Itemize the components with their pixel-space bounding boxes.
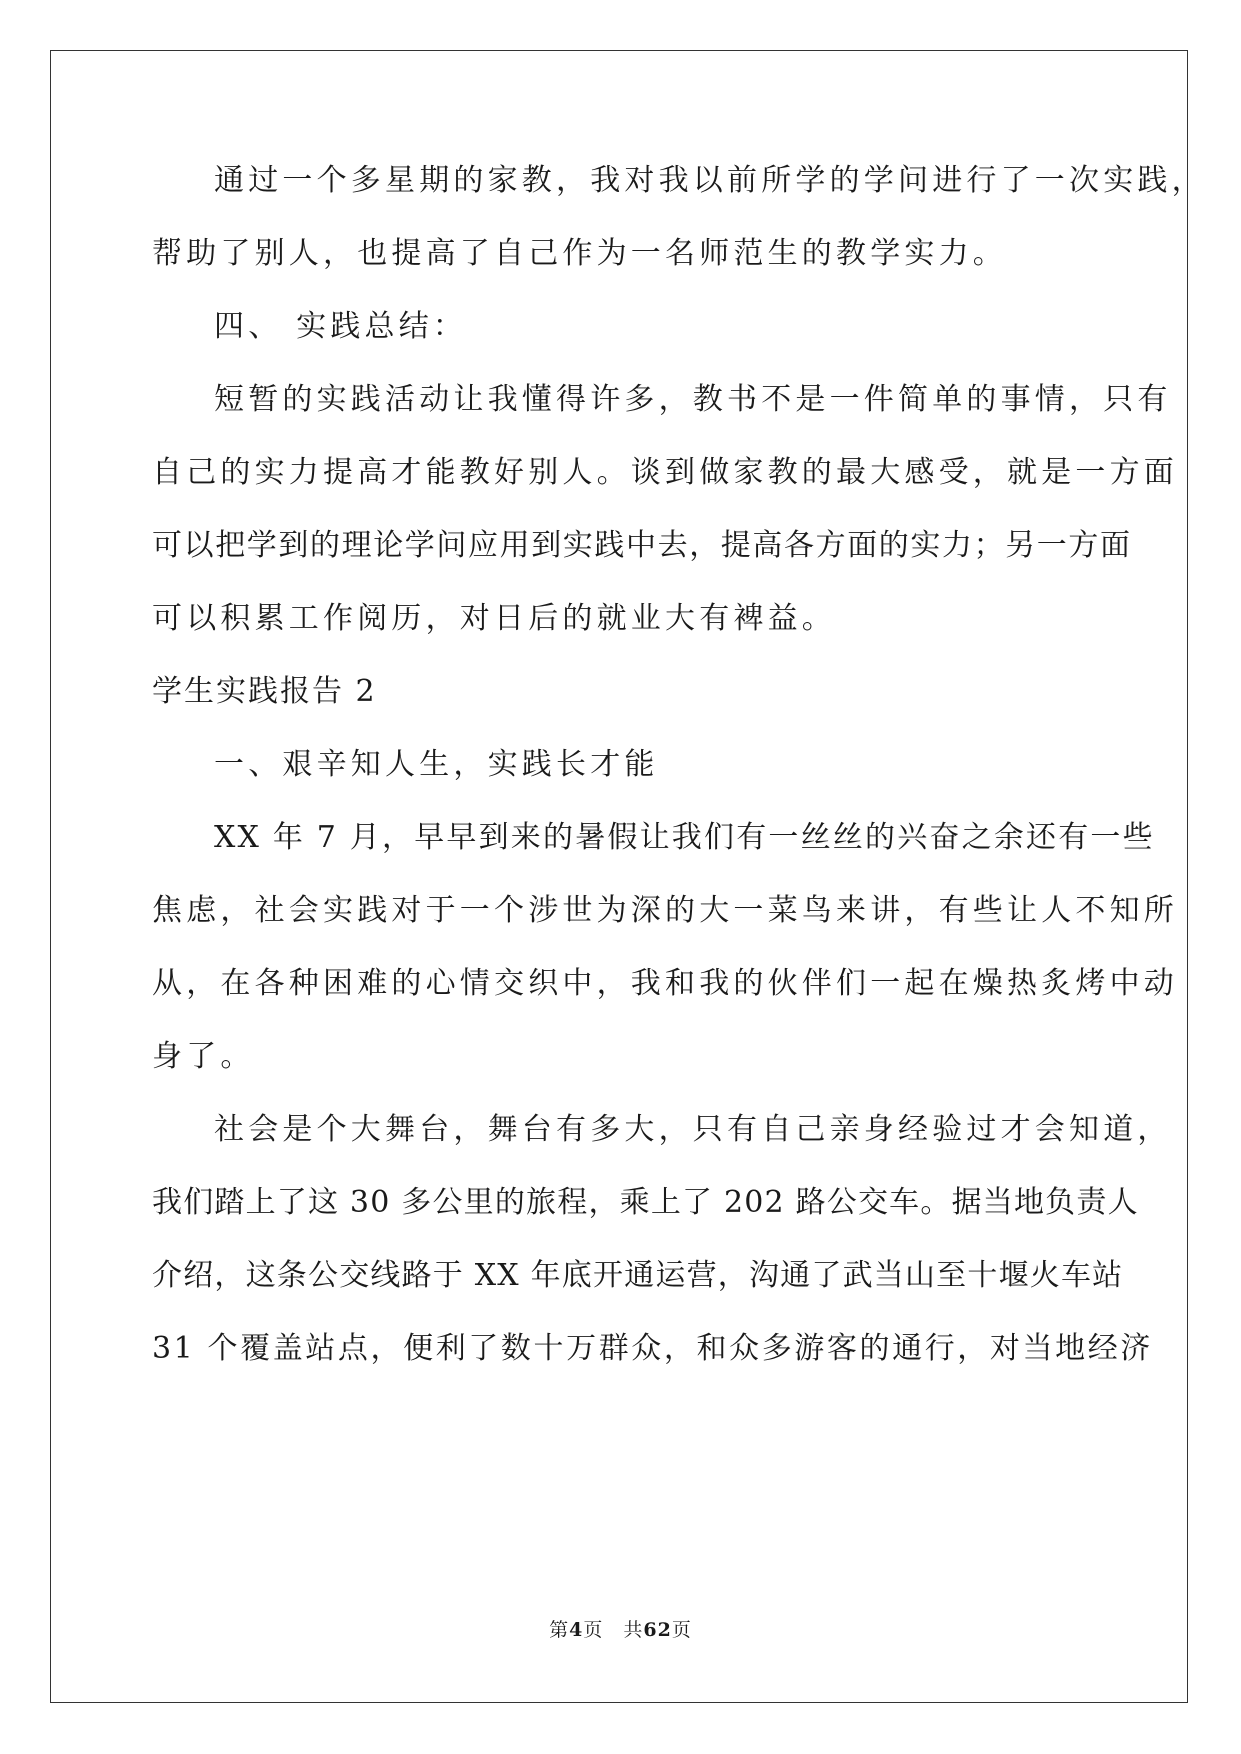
paragraph-line: XX 年 7 月，早早到来的暑假让我们有一丝丝的兴奋之余还有一些 [214,820,1155,855]
page-border [50,50,1188,1703]
paragraph-line: 身了。 [152,1039,255,1074]
paragraph-line: 短暂的实践活动让我懂得许多，教书不是一件简单的事情，只有 [214,382,1172,417]
paragraph-line: 从，在各种困难的心情交织中，我和我的伙伴们一起在燥热炙烤中动 [152,966,1178,1001]
paragraph-line: 焦虑，社会实践对于一个涉世为深的大一菜鸟来讲，有些让人不知所 [152,893,1178,928]
report-title: 学生实践报告 2 [152,674,377,709]
paragraph-line: 可以积累工作阅历，对日后的就业大有裨益。 [152,601,836,636]
current-page-number: 4 [569,1619,584,1641]
paragraph-line: 31 个覆盖站点，便利了数十万群众，和众多游客的通行，对当地经济 [152,1331,1153,1366]
paragraph-line: 自己的实力提高才能教好别人。谈到做家教的最大感受，就是一方面 [152,455,1178,490]
page-footer [0,1618,1241,1642]
footer-prefix: 第 [549,1619,570,1641]
paragraph-line: 可以把学到的理论学问应用到实践中去，提高各方面的实力；另一方面 [152,528,1132,563]
paragraph-line: 通过一个多星期的家教，我对我以前所学的学问进行了一次实践， [214,163,1206,198]
paragraph-line: 我们踏上了这 30 多公里的旅程，乘上了 202 路公交车。据当地负责人 [152,1185,1139,1220]
paragraph-line: 社会是个大舞台，舞台有多大，只有自己亲身经验过才会知道， [214,1112,1172,1147]
section-heading: 一、艰辛知人生，实践长才能 [214,747,659,782]
paragraph-line: 介绍，这条公交线路于 XX 年底开通运营，沟通了武当山至十堰火车站 [152,1258,1124,1293]
footer-middle: 页 共 [583,1619,644,1641]
paragraph-line: 帮助了别人，也提高了自己作为一名师范生的教学实力。 [152,236,1007,271]
section-heading: 四、 实践总结： [214,309,468,344]
footer-suffix: 页 [671,1619,692,1641]
total-pages-number: 62 [643,1619,672,1641]
